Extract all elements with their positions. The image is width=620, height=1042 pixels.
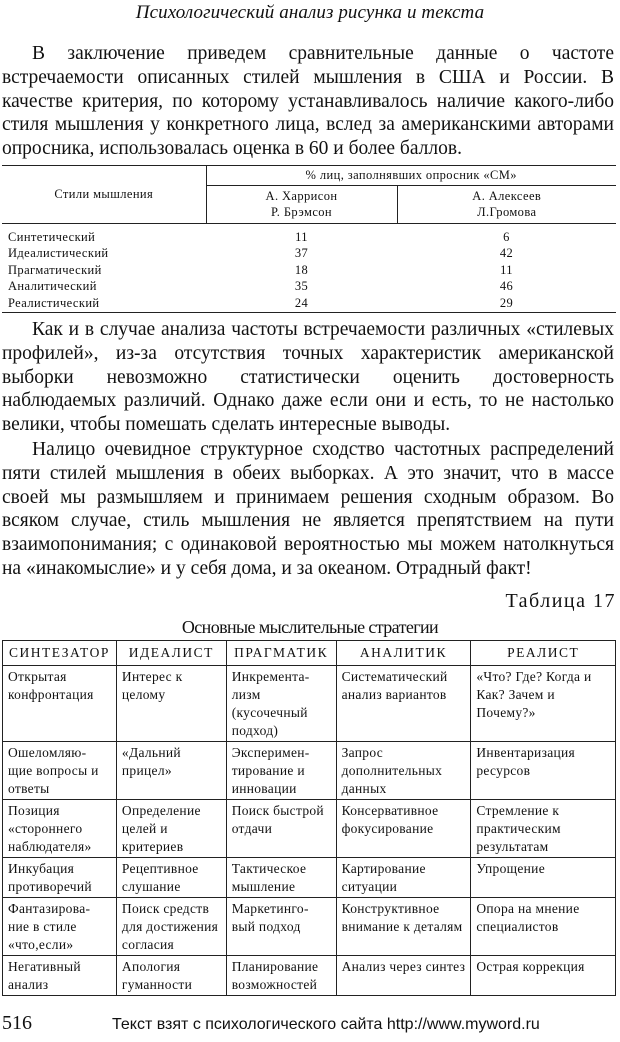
- column-header: РЕАЛИСТ: [471, 641, 616, 666]
- table-row: [3, 742, 616, 800]
- table-cell: Интерес к целому: [116, 666, 226, 742]
- table-cell: Открытая конфронтация: [3, 666, 117, 742]
- table-cell: «Что? Где? Когда и Как? Зачем и Почему?»: [471, 666, 616, 742]
- percent-header: % лиц, заполнявших опросник «СМ»: [206, 166, 616, 186]
- table-cell: Упрощение: [471, 858, 616, 898]
- author-gromova: Л.Громова: [477, 205, 537, 219]
- ru-value: 46: [499, 279, 514, 293]
- paragraph-conclusion: Налицо очевидное структурное сходство частотных распределений пяти стилей мышления в обеих выборках. А это значит, что в массе своей мы размышляем и принимаем решения сходным образом. Во всяком случае, стиль мышления не является препятствием на пути взаимопонимания; с одинаковой вероятностью мы можем натолкнуться на «инакомыслие» и у себя дома, и за океаном. Отрадный факт!: [2, 439, 614, 579]
- us-value: 11: [295, 229, 308, 244]
- running-head: Психологический анализ рисунка и текста: [135, 2, 485, 23]
- table-cell: Поиск быстрой отдачи: [226, 800, 336, 858]
- table-row: [3, 898, 616, 956]
- styles-column-header: Стили мышления: [2, 166, 206, 224]
- us-value: 18: [294, 262, 309, 277]
- column-header: ПРАГМАТИК: [226, 641, 336, 666]
- column-header: АНАЛИТИК: [336, 641, 471, 666]
- ru-value: 42: [499, 246, 514, 260]
- table-row: [3, 800, 616, 858]
- table-cell: Эксперимен-тирование и инновации: [226, 742, 336, 800]
- table-cell: «Дальний прицел»: [116, 742, 226, 800]
- table-cell: Картирование ситуации: [336, 858, 471, 898]
- table-cell: Рецептивное слушание: [116, 858, 226, 898]
- frequency-table: [2, 165, 616, 313]
- table-cell: Инкремента-лизм (кусочечный подход): [226, 666, 336, 742]
- table-cell: Стремление к практическим результатам: [471, 800, 616, 858]
- paragraph-intro: В заключение приведем сравнительные данные о частоте встречаемости описанных стилей мышления в США и России. В качестве критерия, по которому устанавливалось наличие какого-либо стиля мышления у конкретного лица, вслед за американскими авторами опросника, использовалась оценка в 60 и более баллов.: [2, 43, 614, 160]
- style-name: Прагматический: [8, 262, 102, 277]
- us-value: 37: [294, 246, 309, 260]
- style-name: Синтетический: [8, 229, 96, 244]
- author-harrison: А. Харрисон: [265, 188, 338, 203]
- table-cell: Запрос дополнительных данных: [336, 742, 471, 800]
- table-cell: Позиция «стороннего наблюдателя»: [3, 800, 117, 858]
- table-cell: Конструктивное внимание к деталям: [336, 898, 471, 956]
- table-title: Основные мыслительные стратегии: [181, 617, 439, 637]
- table-row: [3, 858, 616, 898]
- table-cell: Инвентаризация ресурсов: [471, 742, 616, 800]
- table-cell: Фантазирова-ние в стиле «что,если»: [3, 898, 117, 956]
- table-row: [2, 295, 616, 313]
- column-header: СИНТЕЗАТОР: [3, 641, 117, 666]
- table-row: [2, 245, 616, 262]
- table-number: Таблица 17: [505, 590, 616, 612]
- table-row: [3, 956, 616, 996]
- author-bramson: Р. Брэмсон: [270, 205, 333, 219]
- author-alekseev: А. Алексеев: [472, 188, 542, 203]
- ru-value: 29: [499, 295, 514, 310]
- table-cell: Систематический анализ вариантов: [336, 666, 471, 742]
- table-cell: Инкубация противоречий: [3, 858, 117, 898]
- table-cell: Анализ через синтез: [336, 956, 471, 996]
- us-value: 35: [294, 279, 309, 293]
- table-cell: Маркетинго-вый подход: [226, 898, 336, 956]
- us-value: 24: [294, 295, 309, 310]
- style-name: Реалистический: [8, 295, 100, 310]
- ru-value: 11: [500, 262, 513, 277]
- style-name: Аналитический: [8, 279, 97, 293]
- table-cell: Ошеломляю-щие вопросы и ответы: [3, 742, 117, 800]
- table-row: [2, 223, 616, 245]
- style-name: Идеалистический: [8, 246, 109, 260]
- page-number: 516: [2, 1012, 32, 1034]
- table-cell: Опора на мнение специалистов: [471, 898, 616, 956]
- table-row: [2, 278, 616, 295]
- strategies-table: [2, 640, 616, 996]
- table-cell: Апология гуманности: [116, 956, 226, 996]
- footer-source-note: Текст взят с психологического сайта http://www.myword.ru: [112, 1016, 540, 1033]
- us-authors-header: [206, 185, 397, 223]
- table-row: [2, 262, 616, 279]
- table-cell: Тактическое мышление: [226, 858, 336, 898]
- table-cell: Негативный анализ: [3, 956, 117, 996]
- table-cell: Консервативное фокусирование: [336, 800, 471, 858]
- header-row: [3, 641, 616, 666]
- ru-authors-header: [397, 185, 616, 223]
- table-row: [3, 666, 616, 742]
- paragraph-analysis: Как и в случае анализа частоты встречаемости различных «стилевых профилей», из-за отсутствия точных характеристик американской выборки невозможно статистически оценить достоверность наблюдаемых различий. Однако даже если они и есть, то не настолько велики, чтобы помешать сделать интересные выводы.: [2, 319, 614, 436]
- table-cell: Поиск средств для достижения согласия: [116, 898, 226, 956]
- table-cell: Определение целей и критериев: [116, 800, 226, 858]
- ru-value: 6: [503, 229, 510, 244]
- column-header: ИДЕАЛИСТ: [116, 641, 226, 666]
- table-cell: Планирование возможностей: [226, 956, 336, 996]
- table-cell: Острая коррекция: [471, 956, 616, 996]
